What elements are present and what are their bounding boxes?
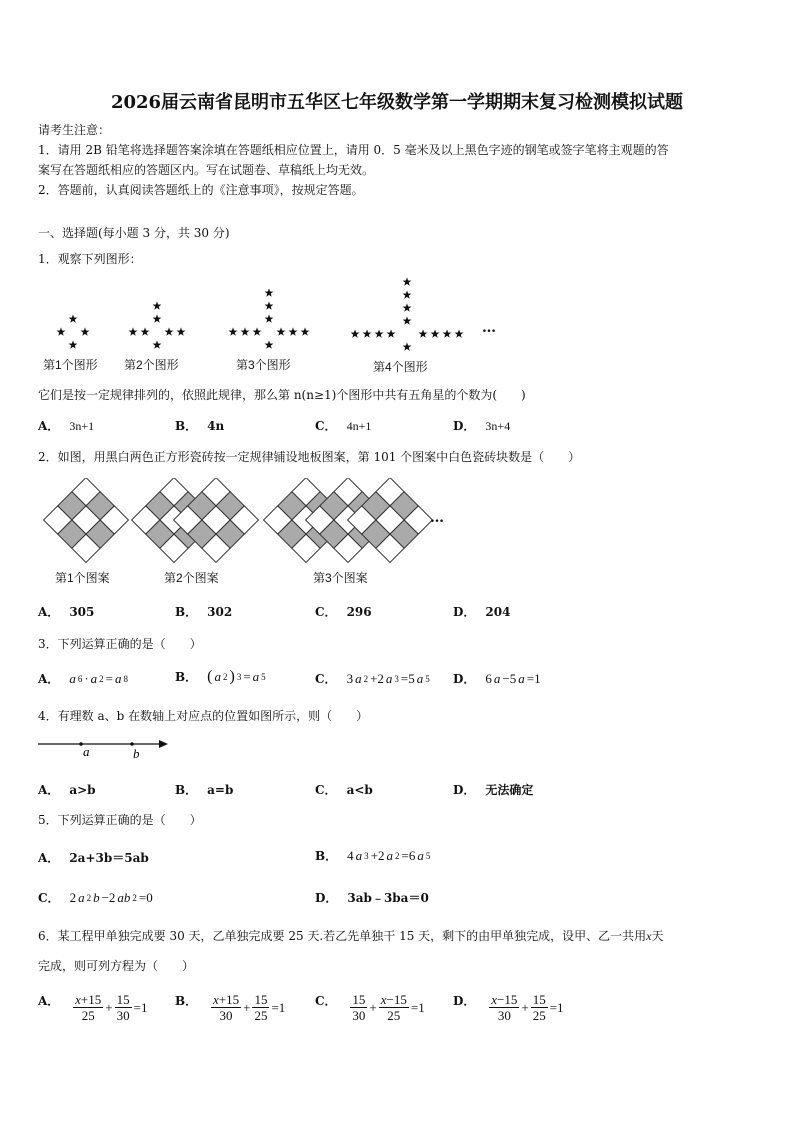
q1-option-d[interactable]: D． 3n+4	[453, 419, 511, 433]
q2-option-a[interactable]: A． 305	[38, 605, 95, 619]
q5-option-c[interactable]: C． 2 a 2 b −2 ab 2 =0	[38, 890, 153, 905]
q4-label-b: b	[133, 746, 140, 761]
q1-caption-1: 第1个图形	[43, 358, 98, 372]
q2-caption-1: 第1个图案	[55, 571, 110, 585]
q4-option-d[interactable]: D． 无法确定	[453, 783, 534, 797]
q6-option-a[interactable]: A． $\frac{x+15}{25}$ + $\frac{15}{30}$ =1	[38, 992, 148, 1023]
q2-ellipsis: …	[430, 510, 444, 526]
q6-variable-x: x	[646, 929, 652, 943]
q4-option-b[interactable]: B． a=b	[175, 783, 234, 797]
q6-option-c[interactable]: C． $\frac{15}{30}$ + $\frac{x-15}{25}$ =1	[315, 992, 425, 1023]
q5-stem: 5．下列运算正确的是（ ）	[38, 813, 202, 827]
q2-stem: 2．如图，用黑白两色正方形瓷砖按一定规律铺设地板图案，第 101 个图案中白色瓷砖块数是（ ）	[38, 450, 581, 464]
q1-option-b[interactable]: B． 4n	[175, 419, 225, 433]
star-figure-3	[229, 288, 310, 348]
q4-option-c[interactable]: C． a<b	[315, 783, 373, 797]
q4-number-line	[38, 734, 173, 762]
notice-item-1-line-1: 1．请用 2B 铅笔将选择题答案涂填在答题纸相应位置上，请用 0．5 毫米及以上黑色字迹的钢笔或签字笔将主观题的答	[38, 143, 669, 157]
q3-option-a[interactable]: A． a 6 · a 2 = a 8	[38, 671, 128, 686]
q6-stem-line-2: 完成，则可列方程为（ ）	[38, 959, 195, 973]
q1-ellipsis: …	[482, 320, 496, 336]
q6-option-d[interactable]: D． $\frac{x-15}{30}$ + $\frac{15}{25}$ =1	[453, 992, 564, 1023]
q5-option-b[interactable]: B． 4 a 3 +2 a 2 =6 a 5	[315, 848, 431, 863]
q4-stem: 4．有理数 a、b 在数轴上对应点的位置如图所示，则（ ）	[38, 709, 369, 723]
q2-option-c[interactable]: C． 296	[315, 605, 372, 619]
q5-option-a[interactable]: A． 2a+3b＝5ab	[38, 851, 149, 865]
q1-option-a[interactable]: A． 3n+1	[38, 419, 95, 433]
q6-option-b[interactable]: B． $\frac{x+15}{30}$ + $\frac{15}{25}$ =1	[175, 992, 286, 1023]
q1-caption-2: 第2个图形	[124, 358, 179, 372]
q6-stem-line-1: 6．某工程甲单独完成要 30 天，乙单独完成要 25 天.若乙先单独干 15 天，剩下的由甲单独完成，设甲、乙一共用x天	[38, 929, 664, 943]
q2-option-b[interactable]: B． 302	[175, 605, 233, 619]
q3-stem: 3．下列运算正确的是（ ）	[38, 637, 202, 651]
q2-option-d[interactable]: D． 204	[453, 605, 511, 619]
star-figure-1	[57, 314, 90, 348]
q1-question: 它们是按一定规律排列的，依照此规律，那么第 n(n≥1)个图形中共有五角星的个数为( )	[38, 388, 526, 402]
notice-heading: 请考生注意：	[38, 123, 111, 137]
q1-caption-3: 第3个图形	[236, 358, 291, 372]
tile-pattern-1	[44, 478, 129, 562]
q1-stem: 1．观察下列图形：	[38, 252, 142, 266]
q3-option-b[interactable]: B． ( a 2 ) 3 = a 5	[175, 668, 266, 685]
section-heading: 一、选择题(每小题 3 分，共 30 分)	[38, 226, 230, 240]
q5-option-d[interactable]: D． 3ab﹣3ba＝0	[315, 891, 429, 905]
q3-option-c[interactable]: C． 3 a 2 +2 a 3 =5 a 5	[315, 671, 430, 686]
notice-item-2: 2．答题前，认真阅读答题纸上的《注意事项》，按规定答题。	[38, 183, 364, 197]
q1-caption-4: 第4个图形	[373, 360, 428, 374]
q4-option-a[interactable]: A． a>b	[38, 783, 96, 797]
q3-option-d[interactable]: D． 6 a −5 a =1	[453, 671, 541, 686]
q2-caption-2: 第2个图案	[164, 571, 219, 585]
q4-label-a: a	[83, 744, 90, 759]
q1-option-c[interactable]: C． 4n+1	[315, 419, 372, 433]
star-figure-4	[351, 277, 464, 350]
q2-caption-3: 第3个图案	[313, 571, 368, 585]
page-title: 2026届云南省昆明市五华区七年级数学第一学期期末复习检测模拟试题	[110, 92, 684, 113]
notice-item-1-line-2: 案写在答题纸相应的答题区内。写在试题卷、草稿纸上均无效。	[38, 163, 375, 177]
star-figure-2	[129, 301, 186, 348]
q2-tile-patterns	[38, 478, 458, 564]
